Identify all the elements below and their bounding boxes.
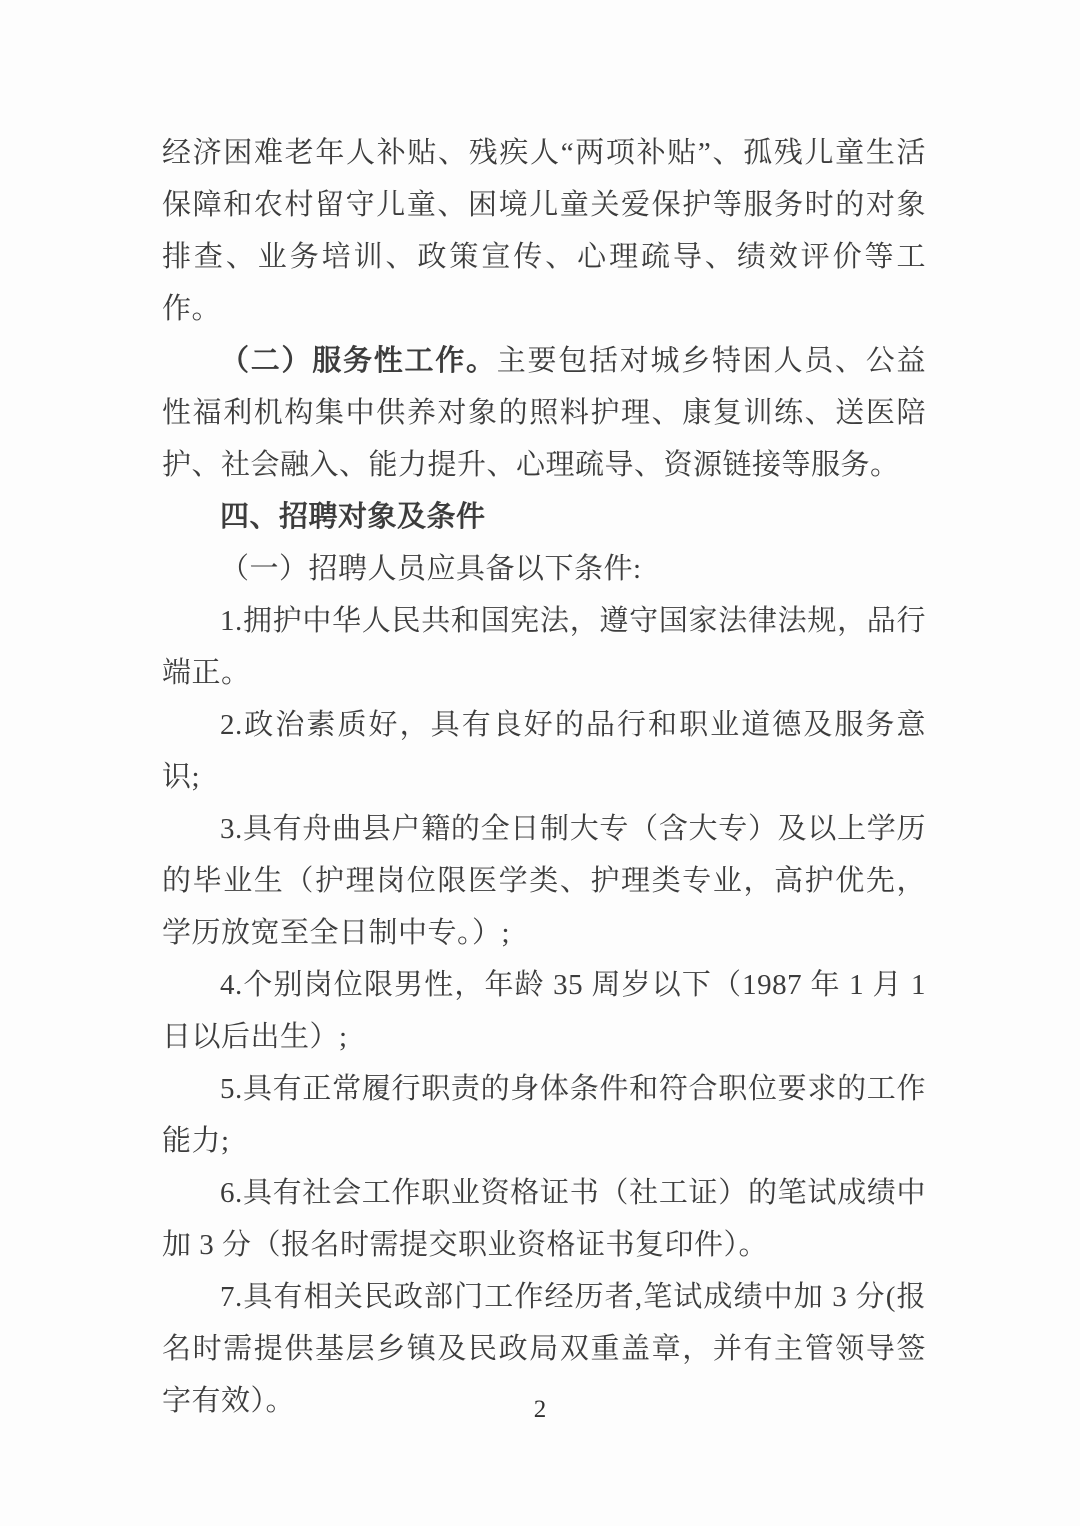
paragraph-condition-1: 1.拥护中华人民共和国宪法，遵守国家法律法规，品行端正。 [162,605,926,689]
paragraph-continuation-admin-work: 经济困难老年人补贴、残疾人“两项补贴”、孤残儿童生活保障和农村留守儿童、困境儿童关爱保护等服务时的对象排查、业务培训、政策宣传、心理疏导、绩效评价等工作。 [162,137,926,325]
paragraph-condition-5: 5.具有正常履行职责的身体条件和符合职位要求的工作能力; [162,1073,926,1157]
page-number: 2 [533,1396,547,1423]
paragraph-condition-4: 4.个别岗位限男性，年龄 35 周岁以下（1987 年 1 月 1 日以后出生）; [162,969,926,1053]
paragraph-condition-2: 2.政治素质好，具有良好的品行和职业道德及服务意识; [162,709,926,793]
document-text-block [162,127,926,1427]
paragraph-service-work-body: 主要包括对城乡特困人员、公益性福利机构集中供养对象的照料护理、康复训练、送医陪护、社会融入、能力提升、心理疏导、资源链接等服务。 [162,345,926,481]
paragraph-service-work-lead: （二）服务性工作。 [220,345,497,377]
paragraph-condition-7: 7.具有相关民政部门工作经历者,笔试成绩中加 3 分(报名时需提供基层乡镇及民政局双重盖章，并有主管领导签字有效）。 [162,1281,926,1417]
paragraph-condition-3: 3.具有舟曲县户籍的全日制大专（含大专）及以上学历的毕业生（护理岗位限医学类、护理类专业，高护优先，学历放宽至全日制中专。）; [162,813,926,949]
paragraph-service-work [162,335,926,491]
section-heading-recruitment-targets: 四、招聘对象及条件 [220,501,486,533]
paragraph-conditions-intro: （一）招聘人员应具备以下条件: [220,553,642,585]
paragraph-condition-6: 6.具有社会工作职业资格证书（社工证）的笔试成绩中加 3 分（报名时需提交职业资格证书复印件）。 [162,1177,926,1261]
